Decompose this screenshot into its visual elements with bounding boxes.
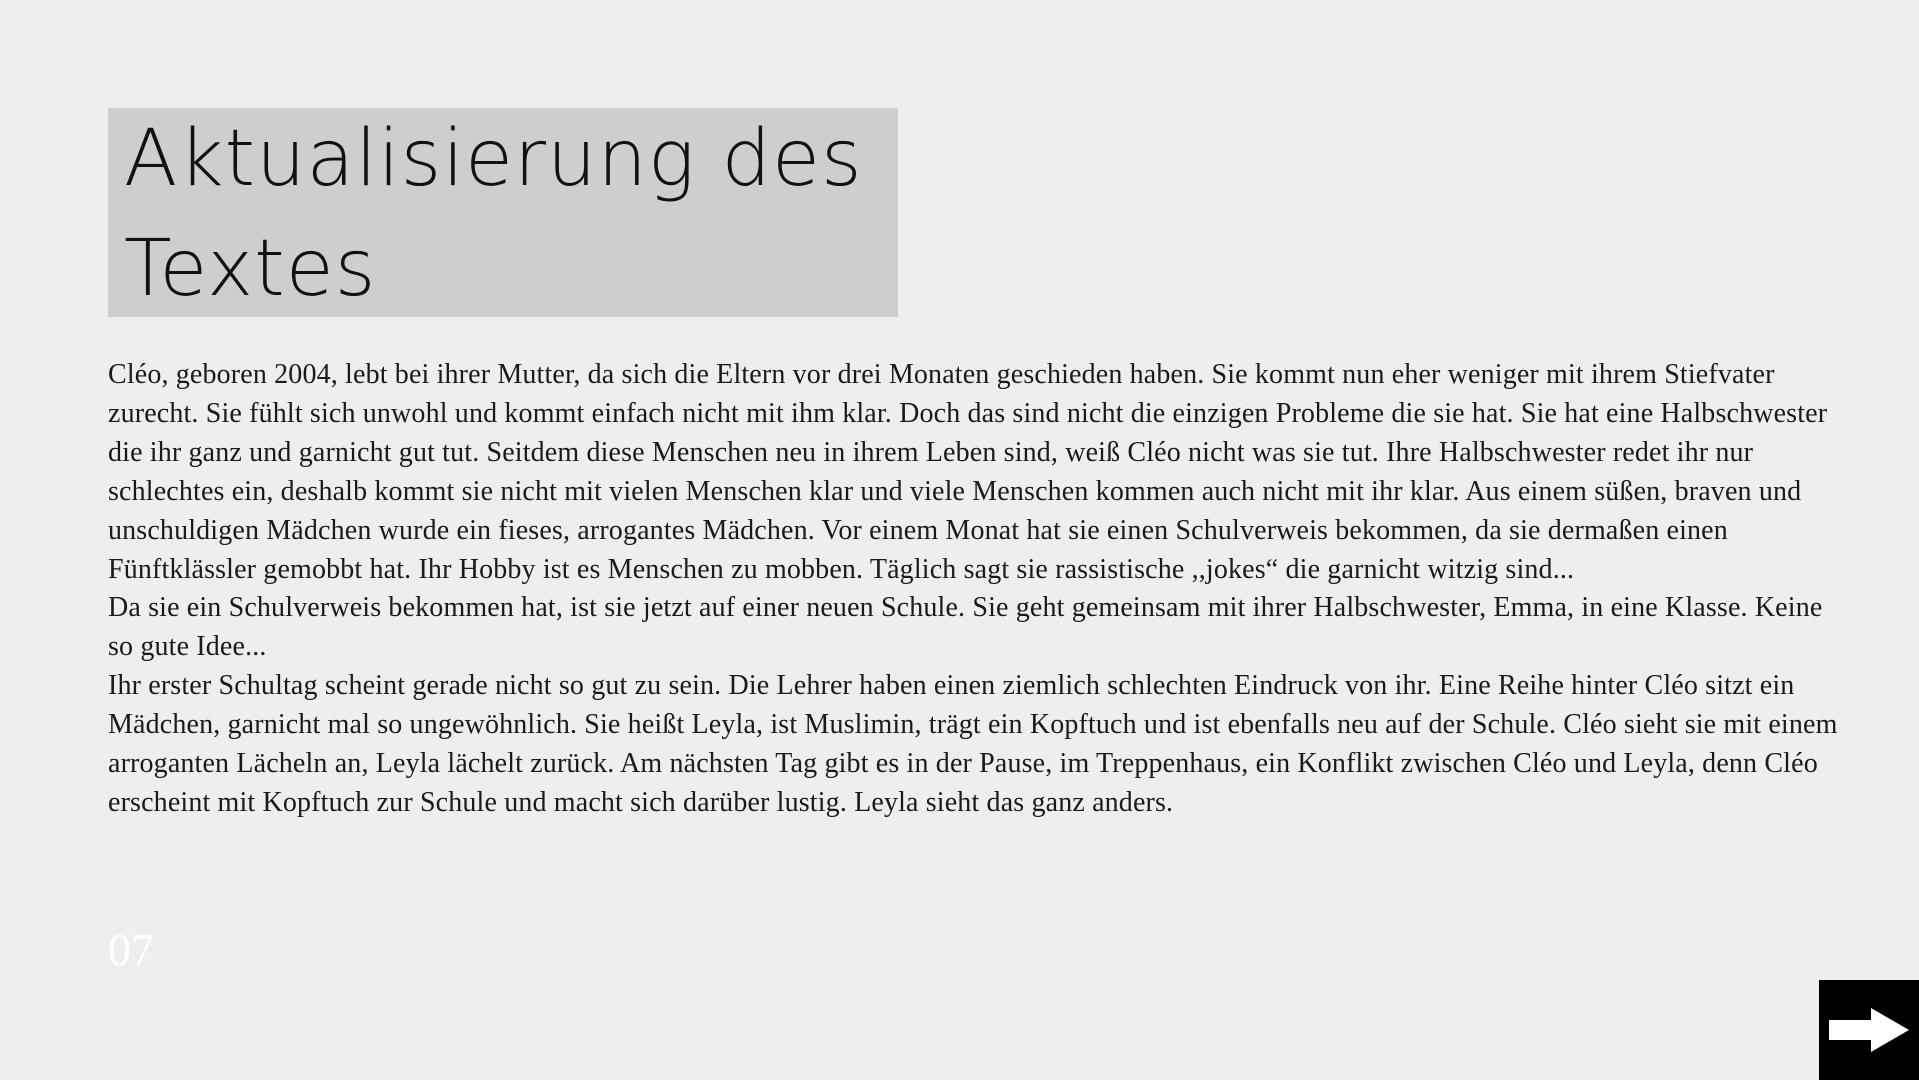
- page-title: [124, 104, 898, 324]
- title-line-1: Aktualisierung des: [124, 114, 863, 204]
- arrow-right-icon: [1827, 1005, 1911, 1055]
- title-box: [108, 108, 898, 317]
- page-number: 07: [108, 924, 154, 975]
- title-line-2: Textes: [124, 224, 377, 314]
- paragraph-1: Cléo, geboren 2004, lebt bei ihrer Mutter, da sich die Eltern vor drei Monaten geschieden haben. Sie kommt nun eher weniger mit ihrem Stiefvater zurecht. Sie fühlt sich unwohl und kommt einfach nicht mit ihm klar. Doch das sind nicht die einzigen Probleme die sie hat. Sie hat eine Halbschwester die ihr ganz und garnicht gut tut. Seitdem diese Menschen neu in ihrem Leben sind, weiß Cléo nicht was sie tut. Ihre Halbschwester redet ihr nur schlechtes ein, deshalb kommt sie nicht mit vielen Menschen klar und viele Menschen kommen auch nicht mit ihr klar. Aus einem süßen, braven und unschuldigen Mädchen wurde ein fieses, arrogantes Mädchen. Vor einem Monat hat sie einen Schulverweis bekommen, da sie dermaßen einen Fünftklässler gemobbt hat. Ihr Hobby ist es Menschen zu mobben. Täglich sagt sie rassistische ,,jokes“ die garnicht witzig sind...: [108, 359, 1828, 585]
- paragraph-3: Ihr erster Schultag scheint gerade nicht so gut zu sein. Die Lehrer haben einen ziemlich schlechten Eindruck von ihr. Eine Reihe hinter Cléo sitzt ein Mädchen, garnicht mal so ungewöhnlich. Sie heißt Leyla, ist Muslimin, trägt ein Kopftuch und ist ebenfalls neu auf der Schule. Cléo sieht sie mit einem arroganten Lächeln an, Leyla lächelt zurück. Am nächsten Tag gibt es in der Pause, im Treppenhaus, ein Konflikt zwischen Cléo und Leyla, denn Cléo erscheint mit Kopftuch zur Schule und macht sich darüber lustig. Leyla sieht das ganz anders.: [108, 670, 1838, 818]
- next-slide-button[interactable]: [1819, 980, 1919, 1080]
- paragraph-2: Da sie ein Schulverweis bekommen hat, ist sie jetzt auf einer neuen Schule. Sie geht gemeinsam mit ihrer Halbschwester, Emma, in eine Klasse. Keine so gute Idee...: [108, 592, 1823, 663]
- body-text: [108, 356, 1838, 823]
